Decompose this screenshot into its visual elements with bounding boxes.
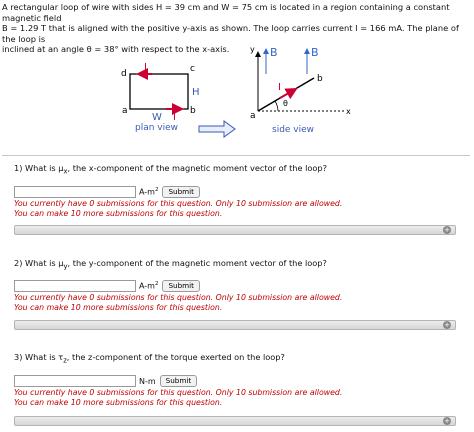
side-axis-y-label: y (250, 45, 255, 54)
figure-svg (100, 44, 390, 140)
expand-icon[interactable]: + (444, 226, 450, 234)
question-3-unit (139, 377, 156, 386)
side-label-B1: B (270, 46, 278, 59)
question-3-answer-input[interactable] (14, 375, 136, 387)
question-3-text-post: , the z-component of the torque exerted on the loop? (66, 352, 285, 362)
question-3-expand-bar[interactable] (14, 416, 456, 426)
expand-icon[interactable]: + (444, 417, 450, 425)
question-2-number: 2) (14, 258, 23, 268)
question-2-unit-text: A-m (139, 281, 155, 291)
side-label-I: I (278, 82, 281, 93)
question-2-messages (14, 293, 342, 312)
plan-loop (130, 74, 188, 109)
question-1-text-pre: What is μ (25, 163, 64, 173)
question-1-text-post: , the x-component of the magnetic moment vector of the loop? (67, 163, 327, 173)
side-label-theta: θ (283, 99, 288, 108)
plan-corner-a: a (122, 106, 128, 116)
question-1-unit-sup: 2 (154, 187, 159, 194)
question-3-sub: z (63, 356, 67, 365)
plan-corner-b: b (190, 106, 196, 116)
question-3-answer-row (14, 374, 197, 388)
question-1-unit-text: A-m (139, 187, 155, 197)
question-2-sub: y (63, 262, 68, 271)
plan-label-I-top: I (144, 62, 147, 73)
question-2-answer-input[interactable] (14, 280, 136, 292)
question-1-submit-button[interactable]: Submit (162, 186, 200, 198)
question-3-msg-2: You can make 10 more submissions for this question. (14, 397, 223, 407)
question-2-submit-button[interactable]: Submit (162, 280, 200, 292)
question-1-sub: x (63, 167, 68, 176)
side-current-arrow (280, 89, 296, 98)
plan-corner-d: d (121, 69, 127, 79)
question-3-messages (14, 388, 342, 407)
plan-label-I-bottom: I (173, 112, 176, 123)
view-transition-arrow (199, 121, 235, 137)
plan-label-H: H (192, 87, 200, 98)
plan-caption: plan view (135, 123, 179, 133)
problem-line-3: inclined at an angle θ = 38° with respect to the x-axis. (2, 44, 230, 54)
side-label-a: a (250, 111, 256, 121)
question-1-msg-1: You currently have 0 submissions for this question. Only 10 submission are allowed. (14, 199, 343, 208)
side-label-b: b (317, 74, 323, 84)
question-3-text-pre: What is τ (25, 352, 64, 362)
side-label-B2: B (311, 46, 319, 59)
question-1-answer-row (14, 185, 200, 199)
question-3-unit-text: N-m (139, 376, 156, 386)
question-3-msg-1: You currently have 0 submissions for this question. Only 10 submission are allowed. (14, 388, 343, 397)
side-axis-x-label: x (346, 107, 351, 116)
question-1-number: 1) (14, 163, 23, 173)
question-1-unit (139, 187, 158, 197)
question-1 (14, 163, 327, 176)
question-3 (14, 352, 285, 365)
question-2-msg-1: You currently have 0 submissions for this question. Only 10 submission are allowed. (14, 293, 343, 302)
plan-corner-c: c (190, 64, 195, 74)
divider (2, 155, 470, 156)
side-caption: side view (272, 125, 315, 135)
question-3-number: 3) (14, 352, 23, 362)
question-2-unit (139, 281, 158, 291)
problem-line-2: B = 1.29 T that is aligned with the positive y-axis as shown. The loop carries current I = 166 mA. The plane of the loop is (2, 23, 459, 44)
expand-icon[interactable]: + (444, 321, 450, 329)
question-1-messages (14, 199, 342, 218)
plan-label-W: W (152, 112, 162, 123)
question-2-answer-row (14, 279, 200, 293)
question-2-expand-bar[interactable] (14, 320, 456, 330)
question-3-submit-button[interactable]: Submit (160, 375, 198, 387)
problem-line-1: A rectangular loop of wire with sides H = 39 cm and W = 75 cm is located in a region containing a constant magnetic field (2, 2, 450, 23)
question-2 (14, 258, 327, 271)
question-2-text-post: , the y-component of the magnetic moment vector of the loop? (67, 258, 327, 268)
question-1-expand-bar[interactable] (14, 225, 456, 235)
question-1-msg-2: You can make 10 more submissions for this question. (14, 208, 223, 218)
question-2-text-pre: What is μ (25, 258, 64, 268)
side-angle-arc (275, 101, 278, 111)
question-2-msg-2: You can make 10 more submissions for this question. (14, 302, 223, 312)
question-1-answer-input[interactable] (14, 186, 136, 198)
question-2-unit-sup: 2 (154, 281, 159, 288)
problem-figure (100, 44, 390, 140)
